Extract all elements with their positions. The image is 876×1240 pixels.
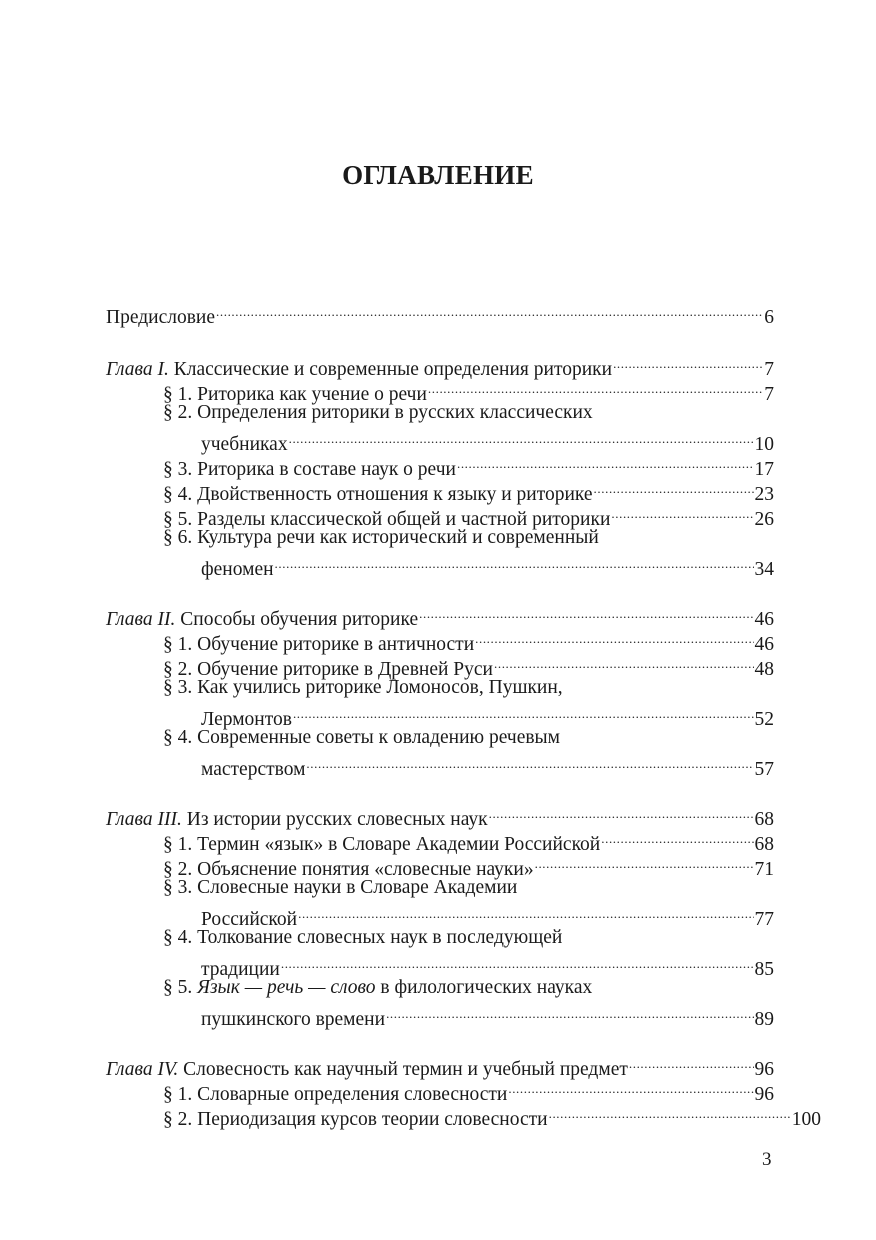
dot-leader <box>419 600 753 625</box>
toc-page-number: 77 <box>754 909 774 930</box>
dot-leader <box>494 650 754 675</box>
section-title: § 3. Как учились риторике Ломоносов, Пушкин, <box>163 677 563 698</box>
section-title: § 4. Двойственность отношения к языку и риторике <box>163 484 593 505</box>
section-title-cont: феномен <box>201 559 274 580</box>
dot-leader <box>475 625 753 650</box>
page-number: 3 <box>762 1149 772 1170</box>
toc-page-number: 96 <box>754 1084 774 1105</box>
toc-chapter-4[interactable] <box>106 1050 774 1080</box>
dot-leader <box>298 900 753 925</box>
toc-page-number: 6 <box>764 307 774 328</box>
section-title: § 2. Объяснение понятия «словесные науки» <box>163 859 534 880</box>
section-emphasis: Язык — речь — слово <box>197 977 376 998</box>
toc-section-line1[interactable] <box>106 875 774 900</box>
section-title: § 3. Риторика в составе наук о речи <box>163 459 456 480</box>
toc-entry-label: Предисловие <box>106 307 216 328</box>
section-title: § 5. Разделы классической общей и частной риторики <box>163 509 611 530</box>
dot-leader <box>457 450 754 475</box>
section-title: § 4. Современные советы к овладению речевым <box>163 727 560 748</box>
section-title-cont: мастерством <box>201 759 306 780</box>
section-title-cont: традиции <box>201 959 280 980</box>
section-title: § 2. Периодизация курсов теории словесности <box>163 1109 548 1130</box>
toc-section[interactable] <box>106 425 774 455</box>
dot-leader <box>611 500 753 525</box>
chapter-label: Глава III. <box>106 809 182 830</box>
dot-leader <box>216 298 763 323</box>
toc-section[interactable] <box>106 550 774 580</box>
dot-leader <box>293 700 754 725</box>
toc-page-number: 85 <box>754 959 774 980</box>
chapter-label: Глава I. <box>106 359 169 380</box>
toc-chapter-1[interactable] <box>106 350 774 380</box>
dot-leader <box>613 350 763 375</box>
section-title: § 1. Термин «язык» в Словаре Академии Российской <box>163 834 601 855</box>
toc-section-line1[interactable] <box>106 675 774 700</box>
table-of-contents <box>106 298 821 1130</box>
dot-leader <box>549 1100 791 1125</box>
toc-section[interactable] <box>106 700 774 730</box>
section-title: § 2. Обучение риторике в Древней Руси <box>163 659 493 680</box>
chapter-title: Из истории русских словесных наук <box>181 809 488 830</box>
toc-page-number: 71 <box>754 859 774 880</box>
section-title: § 6. Культура речи как исторический и современный <box>163 527 599 548</box>
toc-section-line1[interactable] <box>106 525 774 550</box>
section-title: § 1. Словарные определения словесности <box>163 1084 508 1105</box>
toc-page-number: 34 <box>754 559 774 580</box>
dot-leader <box>281 950 754 975</box>
chapter-label: Глава II. <box>106 609 176 630</box>
dot-leader <box>594 475 754 500</box>
toc-page-number: 46 <box>754 634 774 655</box>
toc-page-number: 96 <box>754 1059 774 1080</box>
toc-page-number: 100 <box>791 1109 821 1130</box>
toc-page-number: 89 <box>754 1009 774 1030</box>
section-title: § 3. Словесные науки в Словаре Академии <box>163 877 518 898</box>
dot-leader <box>535 850 754 875</box>
section-title-cont: учебниках <box>201 434 288 455</box>
dot-leader <box>601 825 753 850</box>
toc-section-line1[interactable] <box>106 975 774 1000</box>
toc-page-number: 26 <box>754 509 774 530</box>
section-suffix: в филологических науках <box>375 977 593 998</box>
section-title: § 4. Толкование словесных наук в последующей <box>163 927 563 948</box>
dot-leader <box>289 425 754 450</box>
dot-leader <box>275 550 754 575</box>
chapter-title: Словесность как научный термин и учебный предмет <box>178 1059 628 1080</box>
toc-chapter-2[interactable] <box>106 600 774 630</box>
toc-page-number: 68 <box>754 834 774 855</box>
toc-page-number: 57 <box>754 759 774 780</box>
toc-page-number: 7 <box>764 359 774 380</box>
section-title-cont: Лермонтов <box>201 709 292 730</box>
section-title <box>163 975 592 1000</box>
page-title: ОГЛАВЛЕНИЕ <box>342 160 534 190</box>
toc-page-number: 48 <box>754 659 774 680</box>
section-title: § 2. Определения риторики в русских классических <box>163 402 593 423</box>
dot-leader <box>428 375 763 400</box>
chapter-label: Глава IV. <box>106 1059 179 1080</box>
toc-section[interactable] <box>106 750 774 780</box>
toc-section[interactable] <box>106 900 774 930</box>
section-title: § 1. Риторика как учение о речи <box>163 384 427 405</box>
dot-leader <box>508 1075 753 1100</box>
dot-leader <box>306 750 753 775</box>
toc-page-number: 17 <box>754 459 774 480</box>
toc-page-number: 23 <box>754 484 774 505</box>
toc-page-number: 68 <box>754 809 774 830</box>
dot-leader <box>489 800 754 825</box>
section-prefix: § 5. <box>163 977 198 998</box>
toc-page-number: 10 <box>754 434 774 455</box>
toc-page-number: 52 <box>754 709 774 730</box>
toc-section[interactable] <box>106 1000 774 1030</box>
toc-section-line1[interactable] <box>106 925 774 950</box>
section-title-cont: пушкинского времени <box>201 1009 386 1030</box>
toc-page-number: 7 <box>764 384 774 405</box>
dot-leader <box>386 1000 753 1025</box>
toc-section[interactable] <box>106 950 774 980</box>
toc-section-line1[interactable] <box>106 725 774 750</box>
toc-entry-preface[interactable] <box>106 298 774 328</box>
section-title-cont: Российской <box>201 909 298 930</box>
toc-section-line1[interactable] <box>106 400 774 425</box>
dot-leader <box>629 1050 754 1075</box>
chapter-title: Классические и современные определения риторики <box>168 359 613 380</box>
section-title: § 1. Обучение риторике в античности <box>163 634 475 655</box>
chapter-title: Способы обучения риторике <box>175 609 419 630</box>
toc-chapter-3[interactable] <box>106 800 774 830</box>
toc-page-number: 46 <box>754 609 774 630</box>
